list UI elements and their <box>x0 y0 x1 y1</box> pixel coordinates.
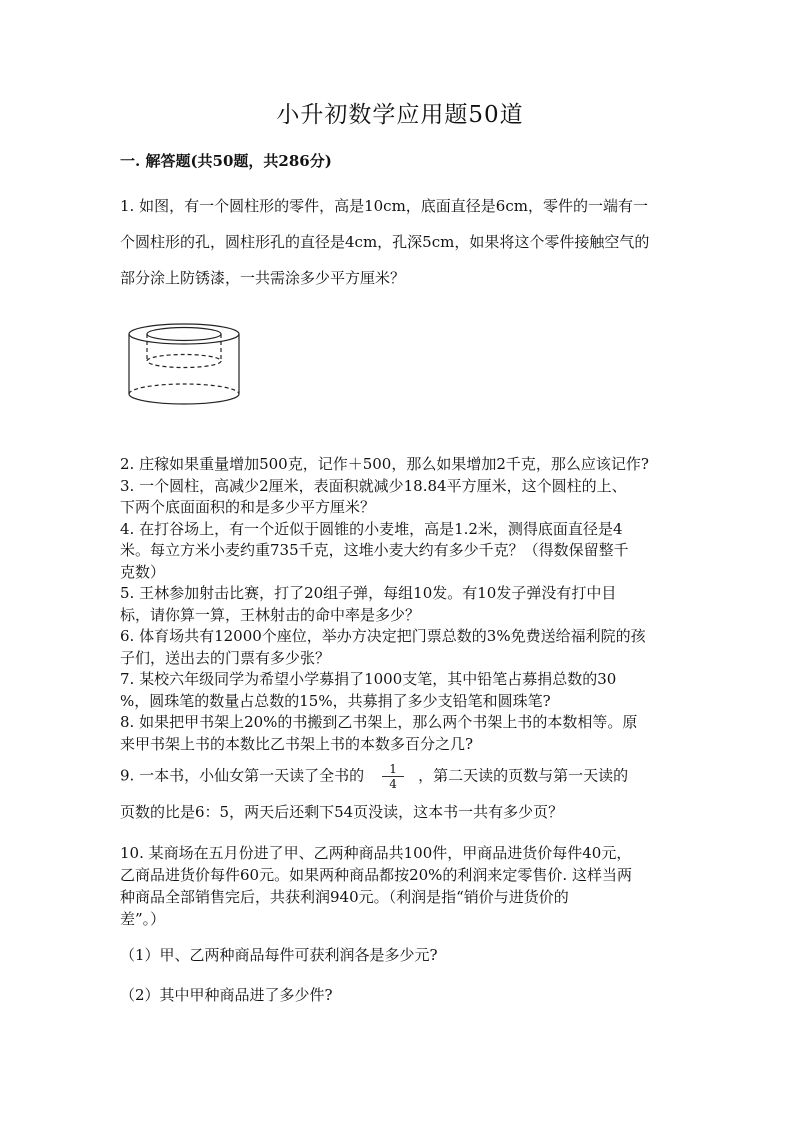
question-line: 8. 如果把甲书架上20%的书搬到乙书架上，那么两个书架上书的本数相等。原 <box>120 713 638 731</box>
question-9-line-1 <box>120 762 690 802</box>
question-line: 4. 在打谷场上，有一个近似于圆锥的小麦堆，高是1.2米，测得底面直径是4 <box>120 519 623 538</box>
fraction-one-quarter <box>382 762 404 791</box>
question-line: 3. 一个圆柱，高减少2厘米，表面积就减少18.84平方厘米，这个圆柱的上、 <box>120 476 627 495</box>
question-9-line-2: 页数的比是6：5，两天后还剩下54页没读，这本书一共有多少页？ <box>120 803 564 821</box>
question-10-line: 差”。） <box>120 910 166 928</box>
question-1-line: 个圆柱形的孔，圆柱形孔的直径是4cm，孔深5cm，如果将这个零件接触空气的 <box>120 233 650 251</box>
question-line: 来甲书架上书的本数比乙书架上书的本数多百分之几? <box>120 734 474 753</box>
question-line: 米。每立方米小麦约重735千克，这堆小麦大约有多少千克？（得数保留整千 <box>120 541 629 559</box>
question-line: 7. 某校六年级同学为希望小学募捐了1000支笔，其中铅笔占募捐总数的30 <box>120 670 617 688</box>
question-line: 子们，送出去的门票有多少张？ <box>120 648 331 667</box>
question-1 <box>120 188 690 296</box>
questions-2-to-8 <box>120 454 690 755</box>
question-10-line: 10. 某商场在五月份进了甲、乙两种商品共100件，甲商品进货价每件40元， <box>120 844 632 862</box>
fraction-denominator: 4 <box>389 777 397 791</box>
question-line: 2. 庄稼如果重量增加500克，记作＋500，那么如果增加2千克，那么应该记作? <box>120 455 649 473</box>
question-1-line: 部分涂上防锈漆，一共需涂多少平方厘米？ <box>120 269 406 287</box>
question-line: 5. 王林参加射击比赛，打了20组子弹，每组10发。有10发子弹没有打中目 <box>120 584 617 602</box>
question-line: 6. 体育场共有12000个座位，举办方决定把门票总数的3%免费送给福利院的孩 <box>120 627 646 645</box>
question-9-text-before: 9. 一本书，小仙女第一天读了全书的 <box>120 766 365 785</box>
cylinder-with-hole-diagram <box>120 316 260 416</box>
fraction-numerator: 1 <box>382 762 404 777</box>
cylinder-figure <box>120 316 260 420</box>
question-1-line: 1. 如图，有一个圆柱形的零件，高是10cm，底面直径是6cm，零件的一端有一 <box>120 197 648 215</box>
question-9 <box>120 762 690 823</box>
question-line: 标，请你算一算，王林射击的命中率是多少？ <box>120 605 421 624</box>
question-10-subquestion-1: （1）甲、乙两种商品每件可获利润各是多少元? <box>120 946 438 964</box>
question-line: %，圆珠笔的数量占总数的15%，共募捐了多少支铅笔和圆珠笔? <box>120 691 551 710</box>
page-title: 小升初数学应用题50道 <box>276 102 524 128</box>
section-heading: 一. 解答题(共50题，共286分) <box>120 152 332 170</box>
question-10-line: 种商品全部销售完后，共获利润940元。（利润是指“销价与进货价的 <box>120 888 569 906</box>
question-10 <box>120 842 690 930</box>
question-line: 下两个底面面积的和是多少平方厘米？ <box>120 498 376 516</box>
question-10-subquestion-2: （2）其中甲种商品进了多少件? <box>120 986 333 1004</box>
question-line: 克数） <box>120 562 166 581</box>
question-9-text-after: ，第二天读的页数与第一天读的 <box>418 766 629 785</box>
question-10-line: 乙商品进货价每件60元。如果两种商品都按20%的利润来定零售价. 这样当两 <box>120 866 632 884</box>
